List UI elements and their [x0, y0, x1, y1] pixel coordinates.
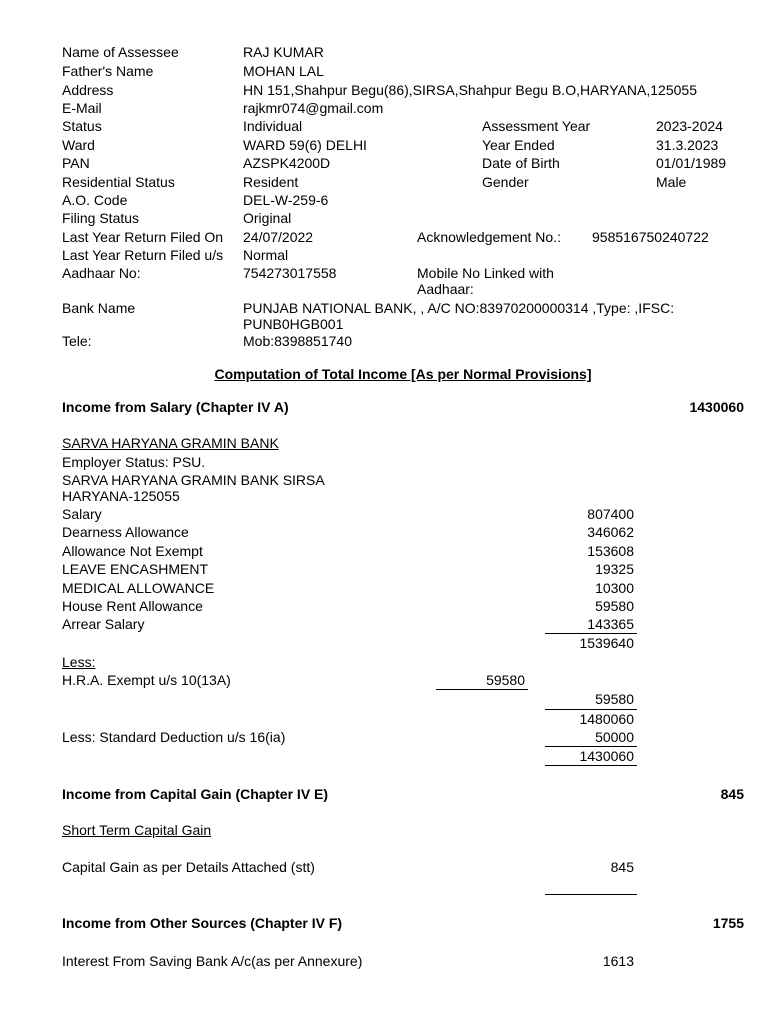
name-label: Name of Assessee — [62, 44, 179, 60]
salary-item-value: 346062 — [587, 524, 634, 540]
other-sources-total: 1755 — [712, 915, 744, 931]
dob-value: 01/01/1989 — [656, 155, 727, 171]
pan-value: AZSPK4200D — [243, 155, 331, 171]
less-label: Less: — [62, 654, 96, 670]
aadhaar-value: 754273017558 — [243, 265, 337, 281]
computation-title: Computation of Total Income [As per Normal Provisions] — [214, 366, 592, 382]
filing-status-value: Original — [243, 210, 292, 226]
aadhaar-label: Aadhaar No: — [62, 265, 141, 281]
last-return-on-label: Last Year Return Filed On — [62, 229, 224, 245]
salary-item-value: 10300 — [595, 580, 634, 596]
ward-value: WARD 59(6) DELHI — [243, 137, 367, 153]
salary-item-value: 59580 — [595, 598, 634, 614]
acknowledgement-label: Acknowledgement No.: — [417, 229, 561, 245]
gross-salary: 1539640 — [579, 635, 634, 651]
tele-value: Mob:8398851740 — [243, 333, 352, 349]
salary-item-label: Allowance Not Exempt — [62, 543, 203, 559]
salary-item-label: House Rent Allowance — [62, 598, 203, 614]
email-value: rajkmr074@gmail.com — [243, 100, 384, 116]
acknowledgement-value: 958516750240722 — [592, 229, 709, 245]
last-return-on-value: 24/07/2022 — [243, 229, 314, 245]
assessment-year-label: Assessment Year — [482, 118, 591, 134]
divider — [545, 894, 637, 895]
employer-address-line2: HARYANA-125055 — [62, 488, 180, 504]
salary-item-label: Dearness Allowance — [62, 524, 189, 540]
capital-gain-heading: Income from Capital Gain (Chapter IV E) — [62, 786, 329, 802]
gender-label: Gender — [482, 174, 529, 190]
net-salary: 1430060 — [579, 748, 634, 764]
status-value: Individual — [243, 118, 303, 134]
divider — [545, 765, 637, 766]
address-label: Address — [62, 82, 114, 98]
salary-heading: Income from Salary (Chapter IV A) — [62, 399, 289, 415]
standard-deduction-value: 50000 — [595, 729, 634, 745]
status-label: Status — [62, 118, 102, 134]
ao-code-label: A.O. Code — [62, 192, 128, 208]
bank-line2: PUNB0HGB001 — [243, 316, 344, 332]
mobile-linked-label-line2: Aadhaar: — [417, 281, 474, 297]
bank-label: Bank Name — [62, 300, 136, 316]
salary-total: 1430060 — [689, 399, 744, 415]
capital-gain-detail-label: Capital Gain as per Details Attached (stt) — [62, 859, 315, 875]
salary-item-value: 153608 — [587, 543, 634, 559]
hra-exempt-label: H.R.A. Exempt u/s 10(13A) — [62, 672, 231, 688]
ao-code-value: DEL-W-259-6 — [243, 192, 329, 208]
salary-item-label: MEDICAL ALLOWANCE — [62, 580, 215, 596]
hra-total: 59580 — [595, 691, 634, 707]
residential-status-value: Resident — [243, 174, 299, 190]
mobile-linked-label-line1: Mobile No Linked with — [417, 265, 554, 281]
tele-label: Tele: — [62, 333, 92, 349]
filing-status-label: Filing Status — [62, 210, 140, 226]
employer-address-line1: SARVA HARYANA GRAMIN BANK SIRSA — [62, 472, 325, 488]
interest-saving-bank-value: 1613 — [602, 953, 634, 969]
standard-deduction-label: Less: Standard Deduction u/s 16(ia) — [62, 729, 286, 745]
salary-item-label: Arrear Salary — [62, 616, 145, 632]
capital-gain-detail-value: 845 — [610, 859, 634, 875]
salary-item-value: 19325 — [595, 561, 634, 577]
ward-label: Ward — [62, 137, 95, 153]
father-label: Father's Name — [62, 63, 154, 79]
salary-item-value: 807400 — [587, 506, 634, 522]
assessment-year-value: 2023-2024 — [656, 118, 723, 134]
address-value: HN 151,Shahpur Begu(86),SIRSA,Shahpur Begu B.O,HARYANA,125055 — [243, 82, 697, 98]
salary-item-label: Salary — [62, 506, 102, 522]
year-ended-value: 31.3.2023 — [656, 137, 719, 153]
year-ended-label: Year Ended — [482, 137, 555, 153]
pan-label: PAN — [62, 155, 90, 171]
after-hra-total: 1480060 — [579, 711, 634, 727]
last-return-us-label: Last Year Return Filed u/s — [62, 247, 224, 263]
capital-gain-total: 845 — [720, 786, 744, 802]
father-name: MOHAN LAL — [243, 63, 324, 79]
divider — [545, 709, 637, 710]
divider — [545, 746, 637, 747]
salary-item-value: 143365 — [587, 616, 634, 632]
divider — [545, 633, 637, 634]
salary-item-label: LEAVE ENCASHMENT — [62, 561, 208, 577]
interest-saving-bank-label: Interest From Saving Bank A/c(as per Annexure) — [62, 953, 363, 969]
email-label: E-Mail — [62, 100, 102, 116]
last-return-us-value: Normal — [243, 247, 289, 263]
bank-line1: PUNJAB NATIONAL BANK, , A/C NO:83970200000314 ,Type: ,IFSC: — [243, 300, 675, 316]
dob-label: Date of Birth — [482, 155, 560, 171]
assessee-name: RAJ KUMAR — [243, 44, 324, 60]
short-term-capital-gain-heading: Short Term Capital Gain — [62, 822, 212, 838]
hra-exempt-value: 59580 — [486, 672, 525, 688]
divider — [436, 689, 528, 690]
gender-value: Male — [656, 174, 687, 190]
other-sources-heading: Income from Other Sources (Chapter IV F) — [62, 915, 343, 931]
employer-status: Employer Status: PSU. — [62, 454, 206, 470]
employer-name: SARVA HARYANA GRAMIN BANK — [62, 435, 279, 451]
residential-status-label: Residential Status — [62, 174, 175, 190]
